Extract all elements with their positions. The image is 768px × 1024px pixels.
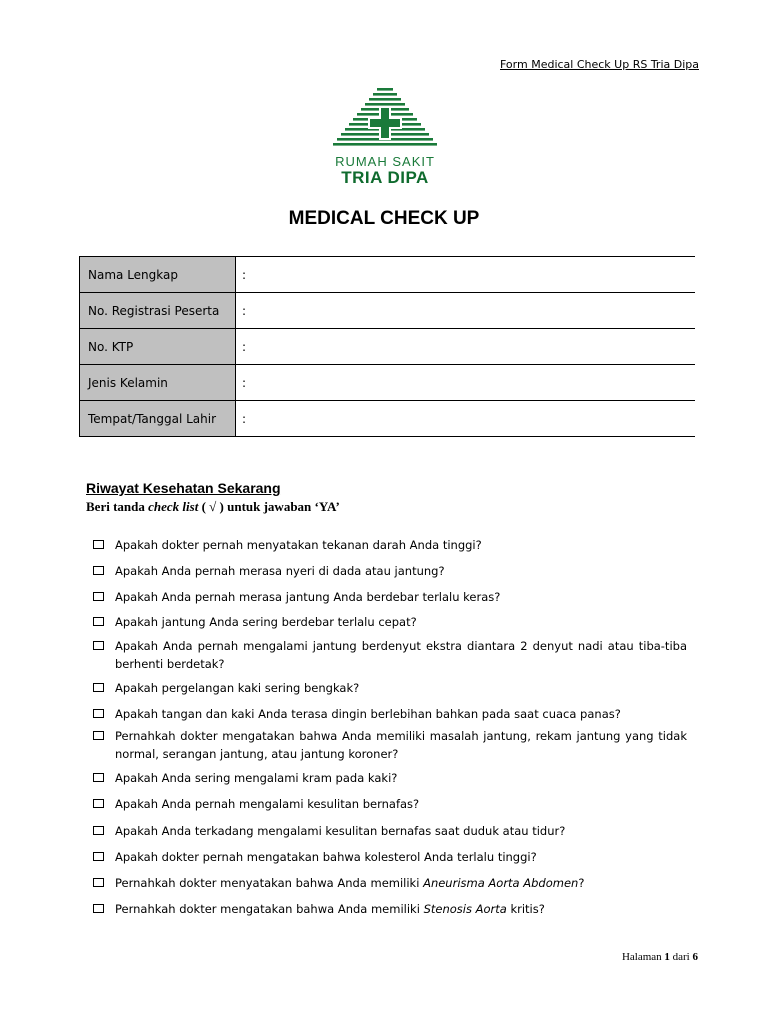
field-label-birth-place-date: Tempat/Tanggal Lahir bbox=[80, 401, 236, 437]
field-value-ktp[interactable]: : bbox=[236, 329, 696, 365]
question-text: Apakah Anda terkadang mengalami kesulitan bernafas saat duduk atau tidur? bbox=[115, 824, 566, 838]
logo-text-line1: RUMAH SAKIT bbox=[335, 154, 435, 169]
field-value-birth-place-date[interactable]: : bbox=[236, 401, 696, 437]
question-text: Apakah jantung Anda sering berdebar terlalu cepat? bbox=[115, 615, 417, 629]
question-text: Apakah dokter pernah menyatakan tekanan darah Anda tinggi? bbox=[115, 538, 482, 552]
question-text: Apakah Anda pernah mengalami kesulitan bernafas? bbox=[115, 797, 420, 811]
instruction-text-start: Beri tanda bbox=[86, 499, 149, 514]
question-text-end: kritis? bbox=[506, 902, 545, 916]
question-text: Apakah tangan dan kaki Anda terasa dingin berlebihan bahkan pada saat cuaca panas? bbox=[115, 707, 621, 721]
checkbox[interactable] bbox=[93, 592, 104, 601]
field-value-registration-number[interactable]: : bbox=[236, 293, 696, 329]
form-header-note: Form Medical Check Up RS Tria Dipa bbox=[500, 58, 699, 71]
checkbox[interactable] bbox=[93, 641, 104, 650]
table-row bbox=[80, 257, 696, 293]
table-row bbox=[80, 401, 696, 437]
instruction-text-italic: check list bbox=[148, 499, 199, 514]
table-row bbox=[80, 293, 696, 329]
checkbox[interactable] bbox=[93, 878, 104, 887]
question-text: Apakah Anda pernah mengalami jantung berdenyut ekstra diantara 2 denyut nadi atau tiba-tiba berhenti berdetak? bbox=[115, 639, 687, 671]
question-text: Apakah Anda pernah merasa jantung Anda berdebar terlalu keras? bbox=[115, 590, 501, 604]
field-label-ktp: No. KTP bbox=[80, 329, 236, 365]
question-text: Apakah Anda sering mengalami kram pada kaki? bbox=[115, 771, 398, 785]
field-value-gender[interactable]: : bbox=[236, 365, 696, 401]
identity-table bbox=[79, 256, 695, 437]
field-label-full-name: Nama Lengkap bbox=[80, 257, 236, 293]
question-text: Apakah pergelangan kaki sering bengkak? bbox=[115, 681, 360, 695]
hospital-logo bbox=[318, 86, 452, 188]
footer-middle: dari bbox=[669, 951, 693, 963]
question-text: Apakah Anda pernah merasa nyeri di dada atau jantung? bbox=[115, 564, 445, 578]
checkbox[interactable] bbox=[93, 799, 104, 808]
page-footer bbox=[622, 951, 698, 963]
checkbox[interactable] bbox=[93, 826, 104, 835]
checklist-instruction bbox=[86, 499, 340, 515]
page-title: MEDICAL CHECK UP bbox=[288, 208, 480, 229]
table-row bbox=[80, 365, 696, 401]
question-text bbox=[115, 900, 687, 918]
question-text-start: Pernahkah dokter menyatakan bahwa Anda memiliki bbox=[115, 876, 424, 890]
question-text-end: ? bbox=[578, 876, 585, 890]
instruction-text-end: ( √ ) untuk jawaban ‘YA’ bbox=[198, 499, 340, 514]
question-text bbox=[115, 874, 687, 892]
checkbox[interactable] bbox=[93, 566, 104, 575]
question-text: Apakah dokter pernah mengatakan bahwa kolesterol Anda terlalu tinggi? bbox=[115, 850, 537, 864]
question-text-italic: Aneurisma Aorta Abdomen bbox=[423, 876, 579, 890]
logo-emblem-icon bbox=[318, 86, 452, 154]
checkbox[interactable] bbox=[93, 731, 104, 740]
field-label-registration-number: No. Registrasi Peserta bbox=[80, 293, 236, 329]
checkbox[interactable] bbox=[93, 540, 104, 549]
footer-total-pages: 6 bbox=[692, 951, 698, 963]
checkbox[interactable] bbox=[93, 617, 104, 626]
logo-text-line2: TRIA DIPA bbox=[341, 168, 429, 187]
question-text-italic: Stenosis Aorta bbox=[423, 902, 507, 916]
table-row bbox=[80, 329, 696, 365]
checkbox[interactable] bbox=[93, 683, 104, 692]
question-text: Pernahkah dokter mengatakan bahwa Anda memiliki masalah jantung, rekam jantung yang tidak normal, serangan jantung, atau jantung koroner? bbox=[115, 729, 687, 761]
checkbox[interactable] bbox=[93, 709, 104, 718]
footer-current-page: 1 bbox=[664, 951, 670, 963]
footer-prefix: Halaman bbox=[621, 951, 665, 963]
checkbox[interactable] bbox=[93, 904, 104, 913]
field-label-gender: Jenis Kelamin bbox=[80, 365, 236, 401]
field-value-full-name[interactable]: : bbox=[236, 257, 696, 293]
checkbox[interactable] bbox=[93, 773, 104, 782]
section-title: Riwayat Kesehatan Sekarang bbox=[86, 480, 281, 496]
checkbox[interactable] bbox=[93, 852, 104, 861]
question-text-start: Pernahkah dokter mengatakan bahwa Anda memiliki bbox=[115, 902, 424, 916]
